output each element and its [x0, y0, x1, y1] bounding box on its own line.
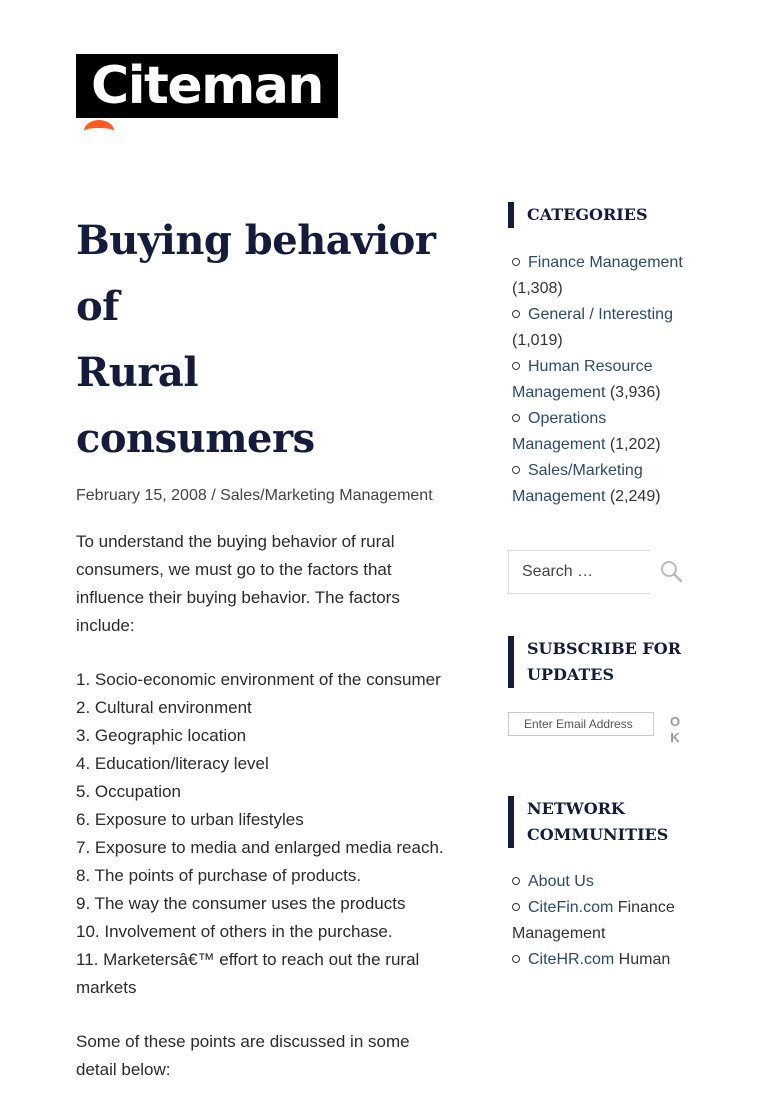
- meta-separator: /: [206, 487, 221, 504]
- post-category-link[interactable]: Sales/Marketing Management: [220, 487, 433, 504]
- network-link-citehr[interactable]: CiteHR.com: [528, 951, 615, 968]
- post-closing: Some of these points are discussed in some detail below:: [76, 1032, 410, 1079]
- categories-list: [508, 250, 688, 510]
- factor-item: 1. Socio-economic environment of the consumer: [76, 670, 441, 689]
- category-link-hr[interactable]: Human Resource Management: [512, 358, 653, 401]
- bullet-icon: [512, 362, 520, 370]
- post-title: [76, 208, 448, 472]
- search-button[interactable]: [658, 558, 686, 586]
- network-item: [512, 947, 692, 973]
- network-item: [512, 869, 692, 895]
- factor-item: 6. Exposure to urban lifestyles: [76, 810, 304, 829]
- post-title-line-1: Buying behavior of: [76, 217, 436, 330]
- search-form: [508, 550, 650, 594]
- bullet-icon: [512, 877, 520, 885]
- category-link-general[interactable]: General / Interesting: [528, 306, 673, 323]
- post-body: [76, 528, 448, 1084]
- network-heading-line-2: COMMUNITIES: [527, 825, 669, 844]
- network-heading: [508, 796, 702, 848]
- category-count: (1,202): [609, 436, 661, 453]
- main-content: [76, 208, 448, 1110]
- factor-item: 9. The way the consumer uses the products: [76, 894, 406, 913]
- post-intro: To understand the buying behavior of rural consumers, we must go to the factors that influence their buying behavior. The factors include:: [76, 532, 400, 635]
- bullet-icon: [512, 258, 520, 266]
- post-date: February 15, 2008: [76, 487, 207, 504]
- network-item-suffix: Finance Management: [512, 899, 675, 942]
- factor-item: 2. Cultural environment: [76, 698, 252, 717]
- search-input[interactable]: [520, 562, 644, 582]
- network-item-suffix: Human: [614, 951, 671, 968]
- network-list: [508, 869, 692, 973]
- factor-item: 4. Education/literacy level: [76, 754, 269, 773]
- subscribe-ok-button[interactable]: OK: [669, 714, 681, 745]
- network-item: [512, 895, 692, 947]
- network-heading-line-1: NETWORK: [527, 799, 625, 818]
- factor-item: 8. The points of purchase of products.: [76, 866, 362, 885]
- subscribe-heading-line-1: SUBSCRIBE FOR: [527, 639, 681, 658]
- bullet-icon: [512, 955, 520, 963]
- category-item: [512, 406, 688, 458]
- category-link-finance[interactable]: Finance Management: [528, 254, 683, 271]
- email-field[interactable]: [508, 712, 654, 736]
- subscribe-heading: [508, 636, 702, 688]
- category-item: [512, 458, 688, 510]
- logo-wordmark: Citeman: [91, 56, 323, 116]
- category-count: (2,249): [609, 488, 661, 505]
- bullet-icon: [512, 903, 520, 911]
- factor-item: 10. Involvement of others in the purchase.: [76, 922, 393, 941]
- network-link-about-us[interactable]: About Us: [528, 873, 594, 890]
- category-count: (3,936): [609, 384, 661, 401]
- category-item: [512, 250, 688, 302]
- network-link-citefin[interactable]: CiteFin.com: [528, 899, 614, 916]
- categories-heading: CATEGORIES: [508, 202, 688, 228]
- logo-accent-arc: [84, 120, 114, 142]
- factors-list: [76, 666, 448, 1002]
- category-count: (1,019): [512, 332, 563, 349]
- factor-item: 7. Exposure to media and enlarged media reach.: [76, 838, 444, 857]
- factor-item: 3. Geographic location: [76, 726, 247, 745]
- factor-item: 5. Occupation: [76, 782, 181, 801]
- post-meta: [76, 484, 448, 508]
- factor-item: 11. Marketersâ€™ effort to reach out the rural markets: [76, 950, 420, 997]
- category-link-sales-marketing[interactable]: Sales/Marketing Management: [512, 462, 643, 505]
- subscribe-heading-line-2: UPDATES: [527, 665, 615, 684]
- category-item: [512, 302, 688, 354]
- bullet-icon: [512, 466, 520, 474]
- search-icon: [658, 558, 686, 586]
- category-item: [512, 354, 688, 406]
- bullet-icon: [512, 414, 520, 422]
- bullet-icon: [512, 310, 520, 318]
- post-title-line-2: Rural consumers: [76, 349, 315, 462]
- category-count: (1,308): [512, 280, 563, 297]
- site-logo[interactable]: [76, 54, 338, 118]
- category-link-operations[interactable]: Operations Management: [512, 410, 607, 453]
